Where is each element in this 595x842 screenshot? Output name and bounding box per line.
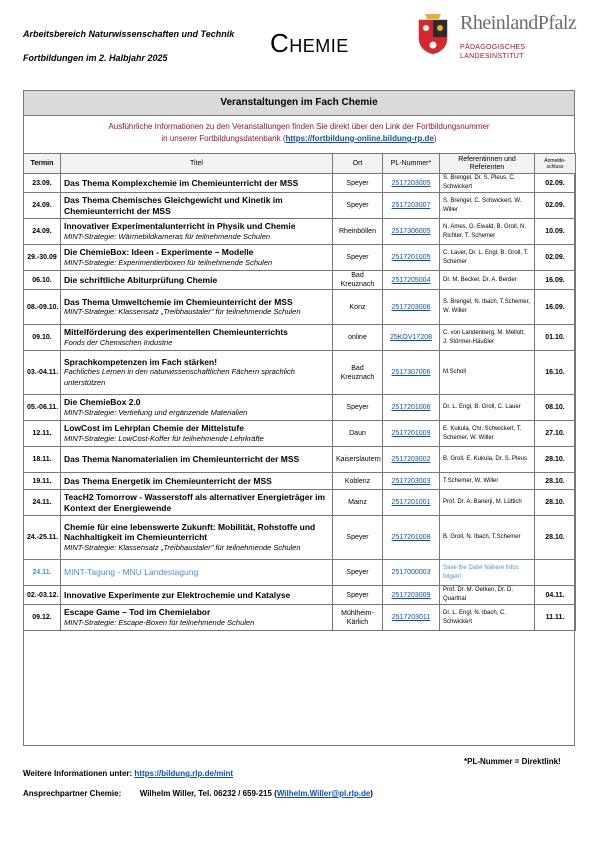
pl-number-link[interactable]: 2517201001 <box>383 490 440 516</box>
cell-titel <box>61 290 333 325</box>
table-row <box>24 473 576 490</box>
cell-termin: 24.09. <box>24 219 61 245</box>
pl-number-link[interactable]: 2517201005 <box>383 245 440 271</box>
cell-ort: Bad Kreuznach <box>333 271 383 290</box>
pl-number-link[interactable]: 2517307006 <box>383 351 440 395</box>
logo-subtitle: PÄDAGOGISCHES LANDESINSTITUT <box>460 44 526 60</box>
cell-referenten: B. Groll, N. Ibach, T.Schemer <box>440 516 535 560</box>
table-row <box>24 174 576 193</box>
table-row <box>24 325 576 351</box>
table-row <box>24 271 576 290</box>
cell-referenten: S. Brengel, C. Schwickert, W. Willer <box>440 193 535 219</box>
cell-ort: Mainz <box>333 490 383 516</box>
pl-number-link[interactable]: 2517201008 <box>383 516 440 560</box>
pl-number-link[interactable]: 2517203009 <box>383 586 440 605</box>
cell-anmeldeschluss: 16.10. <box>535 351 576 395</box>
coat-of-arms-icon <box>416 12 450 56</box>
cell-termin: 05.-06.11. <box>24 395 61 421</box>
event-title: Das Thema Nanomaterialien im Chemieunterricht der MSS <box>64 454 300 465</box>
cell-referenten: Dr. M. Becker, Dr. A. Berder <box>440 271 535 290</box>
logo-wordmark: RheinlandPfalz <box>460 12 577 34</box>
cell-ort: Speyer <box>333 586 383 605</box>
cell-anmeldeschluss: 28.10. <box>535 447 576 473</box>
table-row <box>24 193 576 219</box>
event-title: Escape Game – Tod im Chemielabor <box>64 607 211 617</box>
table-row <box>24 490 576 516</box>
cell-anmeldeschluss: 16.09. <box>535 290 576 325</box>
cell-anmeldeschluss: 02.09. <box>535 193 576 219</box>
table-row <box>24 560 576 586</box>
cell-termin: 08.-09.10. <box>24 290 61 325</box>
cell-titel <box>61 193 333 219</box>
header-anmeldeschluss: Anmelde-schluss <box>535 154 576 174</box>
header-titel: Titel <box>61 154 333 174</box>
cell-referenten: Dr. L. Engl, B. Groll, C. Lauer <box>440 395 535 421</box>
cell-ort: Bad Kreuznach <box>333 351 383 395</box>
event-title: Die schriftliche Abiturprüfung Chemie <box>64 274 218 285</box>
table-row <box>24 421 576 447</box>
cell-referenten: M.Scholl <box>440 351 535 395</box>
cell-referenten: Save the Date! Nähere Infos folgen! <box>440 560 535 586</box>
event-subtitle: Fachliches Lernen in den naturwissenschaftlichen Fächern sprachlich unterstützen <box>64 367 295 387</box>
cell-anmeldeschluss: 10.09. <box>535 219 576 245</box>
cell-referenten: Prof. Dr. A. Banerji, M. Lüttich <box>440 490 535 516</box>
event-title: TeacH2 Tomorrow - Wasserstoff als alternativer Energieträger im Kontext der Energiewende <box>64 492 326 513</box>
pl-footnote: *PL-Nummer = Direktlink! <box>464 757 561 766</box>
pl-number-link[interactable]: 2517306005 <box>383 219 440 245</box>
cell-titel <box>61 351 333 395</box>
pl-number-link[interactable]: 2517203002 <box>383 447 440 473</box>
cell-ort: Rheinböllen <box>333 219 383 245</box>
cell-referenten: S. Brengel, N. Ibach, T.Schemer, W. Willer <box>440 290 535 325</box>
cell-ort: Speyer <box>333 516 383 560</box>
cell-termin: 24.09. <box>24 193 61 219</box>
cell-titel <box>61 605 333 631</box>
cell-referenten: Dr. L. Engl, N. Ibach, C. Schwickert <box>440 605 535 631</box>
cell-ort: Speyer <box>333 560 383 586</box>
pl-number-link[interactable]: 2517201006 <box>383 395 440 421</box>
event-title: Mittelförderung des experimentellen Chemieunterrichts <box>64 327 288 337</box>
cell-termin: 24.-25.11. <box>24 516 61 560</box>
event-subtitle: MINT-Strategie: Klassensatz „Treibhaustaler" für teilnehmende Schulen <box>64 307 301 316</box>
header-termin: Termin <box>24 154 61 174</box>
event-subtitle: Fonds der Chemischen Industrie <box>64 337 173 347</box>
table-header-row <box>24 154 576 174</box>
cell-titel <box>61 325 333 351</box>
cell-anmeldeschluss: 27.10. <box>535 421 576 447</box>
cell-titel <box>61 395 333 421</box>
table-row <box>24 290 576 325</box>
cell-referenten: E. Kukula, Chr. Schwickert, T. Schemer, W. Willer <box>440 421 535 447</box>
cell-titel <box>61 560 333 586</box>
cell-referenten: N. Ames, G. Ewald, B. Groll, N. Richter, T. Schemer <box>440 219 535 245</box>
cell-titel <box>61 174 333 193</box>
cell-anmeldeschluss: 11.11. <box>535 605 576 631</box>
cell-referenten: T.Schemer, W. Willer <box>440 473 535 490</box>
cell-ort: Speyer <box>333 174 383 193</box>
contact-email-link[interactable]: Wilhelm.Willer@pl.rlp.de <box>276 789 371 798</box>
cell-termin: 02.-03.12. <box>24 586 61 605</box>
cell-anmeldeschluss: 01.10. <box>535 325 576 351</box>
event-subtitle: MINT-Strategie: Vertiefung und ergänzende Materialien <box>64 407 248 417</box>
cell-termin: 24.11. <box>24 560 61 586</box>
cell-termin: 06.10. <box>24 271 61 290</box>
cell-ort: Speyer <box>333 193 383 219</box>
cell-termin: 18.11. <box>24 447 61 473</box>
cell-termin: 23.09. <box>24 174 61 193</box>
cell-anmeldeschluss: 02.09. <box>535 174 576 193</box>
pl-number-link[interactable]: 2517203006 <box>383 290 440 325</box>
header-left <box>23 22 234 70</box>
cell-anmeldeschluss: 04.11. <box>535 586 576 605</box>
header-pl-nummer: PL-Nummer* <box>383 154 440 174</box>
pl-number-link[interactable]: 25KOV17208 <box>383 325 440 351</box>
cell-titel <box>61 421 333 447</box>
events-box <box>23 90 575 746</box>
database-link[interactable]: https://fortbildung-online.bildung-rp.de <box>285 134 434 143</box>
cell-anmeldeschluss: 28.10. <box>535 516 576 560</box>
cell-anmeldeschluss: 28.10. <box>535 473 576 490</box>
cell-referenten: B. Groll, E. Kukula, Dr. S. Pleus <box>440 447 535 473</box>
cell-titel <box>61 490 333 516</box>
cell-termin: 29.-30.09 <box>24 245 61 271</box>
pl-number-link[interactable]: 2517203005 <box>383 174 440 193</box>
event-title: Das Thema Chemisches Gleichgewicht und Kinetik im Chemieunterricht der MSS <box>64 195 283 216</box>
events-box-title: Veranstaltungen im Fach Chemie <box>24 91 574 116</box>
table-row <box>24 219 576 245</box>
pl-number-link[interactable]: 2517203007 <box>383 193 440 219</box>
cell-ort: Kaiserslautern <box>333 447 383 473</box>
cell-ort: Daun <box>333 421 383 447</box>
cell-termin: 03.-04.11. <box>24 351 61 395</box>
cell-ort: Konz <box>333 290 383 325</box>
cell-ort: Mühlheim-Kärlich <box>333 605 383 631</box>
table-row <box>24 395 576 421</box>
cell-titel <box>61 473 333 490</box>
cell-ort: Speyer <box>333 245 383 271</box>
header-ort: Ort <box>333 154 383 174</box>
header-area: Arbeitsbereich Naturwissenschaften und Technik <box>23 29 235 39</box>
table-row <box>24 447 576 473</box>
cell-referenten: Prof. Dr. M. Oetken, Dr. D. Quarthal <box>440 586 535 605</box>
events-table <box>23 153 576 631</box>
cell-titel <box>61 245 333 271</box>
mint-link[interactable]: https://bildung.rlp.de/mint <box>134 769 234 778</box>
event-title: Das Thema Umweltchemie im Chemieunterricht der MSS <box>64 296 293 307</box>
event-title: Innovativer Experimentalunterricht in Physik und Chemie <box>64 221 296 231</box>
cell-titel <box>61 271 333 290</box>
cell-titel <box>61 447 333 473</box>
event-subtitle: MINT-Strategie: LowCost-Koffer für teilnehmende Lehrkräfte <box>64 433 264 443</box>
cell-ort: online <box>333 325 383 351</box>
events-info: Ausführliche Informationen zu den Veranstaltungen finden Sie direkt über den Link der Fortbildungsnummer in unserer Fortbildungsdatenbank (https://fortbildung-online.bildung-rp.de) <box>108 122 490 143</box>
cell-termin: 24.11. <box>24 490 61 516</box>
cell-referenten: C. Lauer, Dr. L. Engl, B. Groll, T. Schemer <box>440 245 535 271</box>
event-subtitle: MINT-Strategie: Experimentierboxen für teilnehmende Schulen <box>64 257 273 267</box>
event-title: MINT-Tagung - MNU Landestagung <box>64 567 199 578</box>
event-title: Innovative Experimente zur Elektrochemie und Katalyse <box>64 589 291 600</box>
event-title: Sprachkompetenzen im Fach stärken! <box>64 356 218 367</box>
pl-number-link[interactable]: 2517205004 <box>383 271 440 290</box>
header-referenten: Referentinnen und Referenten <box>440 154 535 174</box>
cell-anmeldeschluss <box>535 560 576 586</box>
cell-anmeldeschluss: 28.10. <box>535 490 576 516</box>
cell-termin: 09.12. <box>24 605 61 631</box>
cell-titel <box>61 586 333 605</box>
event-title: Chemie für eine lebenswerte Zukunft: Mobilität, Rohstoffe und Nachhaltigkeit im Chemieunterricht <box>64 521 316 543</box>
cell-referenten: S. Brengel, Dr. S. Pleus, C. Schwickert <box>440 174 535 193</box>
event-title: Die ChemieBox 2.0 <box>64 397 141 407</box>
header-period: Fortbildungen im 2. Halbjahr 2025 <box>23 53 168 63</box>
event-title: Die ChemieBox: Ideen - Experimente – Modelle <box>64 247 254 257</box>
event-subtitle: MINT-Strategie: Klassensatz „Treibhaustaler" für teilnehmende Schulen <box>64 542 301 552</box>
pl-number-link[interactable]: 2517203011 <box>383 605 440 631</box>
cell-ort: Koblenz <box>333 473 383 490</box>
cell-titel <box>61 219 333 245</box>
footer-info: Weitere Informationen unter: https://bildung.rlp.de/mint <box>23 769 234 778</box>
cell-anmeldeschluss: 08.10. <box>535 395 576 421</box>
pl-number-link[interactable]: 2517203003 <box>383 473 440 490</box>
cell-termin: 12.11. <box>24 421 61 447</box>
table-row <box>24 586 576 605</box>
table-row <box>24 516 576 560</box>
event-title: Das Thema Energetik im Chemieunterricht der MSS <box>64 475 272 486</box>
event-subtitle: MINT-Strategie: Wärmebildkameras für teilnehmende Schulen <box>64 231 271 241</box>
table-row <box>24 245 576 271</box>
footer-contact: Ansprechpartner Chemie: Wilhelm Willer, Tel. 06232 / 659-215 (Wilhelm.Willer@pl.rlp.de) <box>23 789 373 798</box>
event-subtitle: MINT-Strategie: Escape-Boxen für teilnehmende Schulen <box>64 617 255 627</box>
cell-ort: Speyer <box>333 395 383 421</box>
event-title: Das Thema Komplexchemie im Chemieunterricht der MSS <box>64 177 299 188</box>
institute-logo <box>416 10 576 72</box>
cell-anmeldeschluss: 16.09. <box>535 271 576 290</box>
cell-referenten: C. von Landenberg, M. Mellott, J. Störmer-Häußler <box>440 325 535 351</box>
cell-termin: 09.10. <box>24 325 61 351</box>
pl-number-link[interactable]: 2517201009 <box>383 421 440 447</box>
cell-anmeldeschluss: 02.09. <box>535 245 576 271</box>
page-title: Chemie <box>270 28 349 58</box>
cell-termin: 19.11. <box>24 473 61 490</box>
cell-titel <box>61 516 333 560</box>
table-row <box>24 351 576 395</box>
table-row <box>24 605 576 631</box>
pl-number-link[interactable]: 2517000003 <box>383 560 440 586</box>
event-title: LowCost im Lehrplan Chemie der Mittelstufe <box>64 423 244 433</box>
